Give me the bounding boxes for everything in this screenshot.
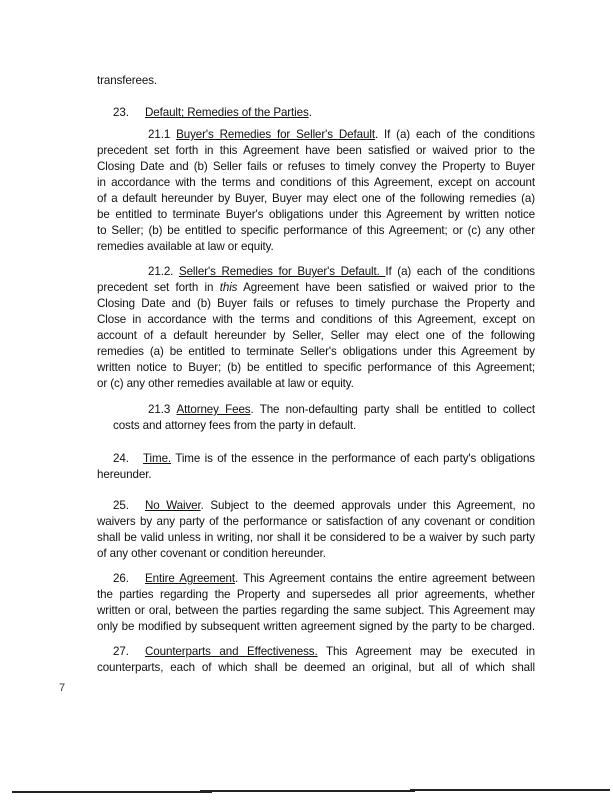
subsection-21-1-line: of a default hereunder by Buyer, Buyer may elect one of the following remedies (a) (97, 192, 535, 205)
section-27-line: This Agreement may be executed in (317, 645, 535, 658)
section-25-line-wrap (145, 499, 535, 513)
subsection-21-1-heading: Buyer's Remedies for Seller's Default (176, 128, 375, 141)
section-27-line-wrap (145, 645, 535, 659)
subsection-21-2-line: Close in accordance with the terms and conditions of this Agreement, except on (97, 313, 535, 326)
section-25-heading: No Waiver (145, 499, 201, 512)
italic-word: this (219, 281, 238, 294)
subsection-21-3-first-line (148, 403, 535, 417)
section-26-line: only be modified by subsequent written agreement signed by the party to be charged. (97, 620, 535, 633)
section-24-line: hereunder. (97, 468, 152, 481)
section-25-line: shall be valid unless in writing, nor shall it be considered to be a waiver by such party (97, 531, 535, 544)
scan-edge-line (200, 790, 415, 792)
intro-text: transferees. (97, 74, 158, 87)
subsection-21-2-line: remedies (a) be entitled to terminate Seller's obligations under this Agreement by (97, 345, 535, 358)
subsection-21-2-line (97, 281, 535, 295)
subsection-21-2-line: Closing Date and (b) Buyer fails or refuses to timely purchase the Property and (97, 297, 535, 310)
subsection-21-3-heading: Attorney Fees (176, 403, 251, 416)
section-27-line: counterparts, each of which shall be deemed an original, but all of which shall (97, 661, 535, 674)
subsection-21-1-line: to Seller; (b) be entitled to specific performance of this Agreement; or (c) any other (97, 224, 535, 237)
line-part: precedent set forth in (97, 281, 220, 294)
subsection-21-1-line: be entitled to terminate Buyer's obligations under this Agreement by written notice (97, 208, 535, 221)
section-23-heading-text: Default; Remedies of the Parties (145, 106, 309, 119)
subsection-21-2-first-line (148, 265, 535, 279)
section-23-heading-suffix: . (308, 106, 312, 119)
section-26-number: 26. (113, 572, 129, 585)
subsection-21-2-line-wrap (97, 281, 535, 295)
section-25-line: . Subject to the deemed approvals under this Agreement, no (200, 499, 535, 512)
subsection-21-1-line: Closing Date and (b) Seller fails or refuses to timely convey the Property to Buyer (97, 160, 535, 173)
subsection-21-2-number: 21.2. (148, 265, 174, 278)
section-24-heading: Time. (143, 452, 172, 465)
subsection-21-2-line: If (a) each of the conditions (385, 265, 535, 278)
section-27-heading: Counterparts and Effectiveness. (145, 645, 318, 658)
subsection-21-2-line: written notice to Buyer; (b) be entitled to specific performance of this Agreement; (97, 361, 535, 374)
subsection-21-1-first-line (148, 128, 535, 142)
subsection-21-2-line: or (c) any other remedies available at law or equity. (97, 377, 354, 390)
section-26-line: . This Agreement contains the entire agreement between (235, 572, 535, 585)
subsection-21-2-line-wrap (148, 265, 535, 279)
subsection-21-1-line: precedent set forth in this Agreement have been satisfied or waived prior to the (97, 144, 535, 157)
section-23-number: 23. (113, 106, 129, 119)
section-24-first-line (143, 452, 535, 466)
section-26-heading: Entire Agreement (145, 572, 236, 585)
section-24-line-wrap (143, 452, 535, 466)
subsection-21-1-line: remedies available at law or equity. (97, 240, 274, 253)
subsection-21-1-line: in accordance with the terms and conditions of this Agreement, except on account (97, 176, 535, 189)
section-26-line: the parties regarding the Property and supersedes all prior agreements, whether (97, 588, 535, 601)
subsection-21-3-line-wrap (148, 403, 535, 417)
subsection-21-3-line: costs and attorney fees from the party in default. (113, 419, 357, 432)
subsection-21-2-heading: Seller's Remedies for Buyer's Default. (178, 265, 386, 278)
subsection-21-3-number: 21.3 (148, 403, 171, 416)
section-26-line: written or oral, between the parties regarding the same subject. This Agreement may (97, 604, 535, 617)
section-23-heading (145, 106, 312, 120)
section-26-first-line (145, 572, 535, 586)
section-24-line: Time is of the essence in the performance of each party's obligations (171, 452, 535, 465)
section-25-line: of any other covenant or condition hereunder. (97, 547, 326, 560)
subsection-21-3-line: . The non-defaulting party shall be entitled to collect (250, 403, 536, 416)
page-number: 7 (59, 682, 66, 694)
line-part: Agreement have been satisfied or waived prior to the (237, 281, 535, 294)
subsection-21-2-line: account of a default hereunder by Seller, Seller may elect one of the following (97, 329, 535, 342)
scan-edge-line (410, 789, 610, 791)
subsection-21-1-line: . If (a) each of the conditions (374, 128, 536, 141)
section-27-number: 27. (113, 645, 129, 658)
subsection-21-1-line-wrap (148, 128, 535, 142)
subsection-21-1-number: 21.1 (148, 128, 171, 141)
scan-edge-line (12, 791, 212, 793)
section-25-number: 25. (113, 499, 129, 512)
section-24-number: 24. (113, 452, 129, 465)
section-25-first-line (145, 499, 535, 513)
section-27-first-line (145, 645, 535, 659)
section-25-line: waivers by any party of the performance or satisfaction of any covenant or condition (97, 515, 535, 528)
section-26-line-wrap (145, 572, 535, 586)
